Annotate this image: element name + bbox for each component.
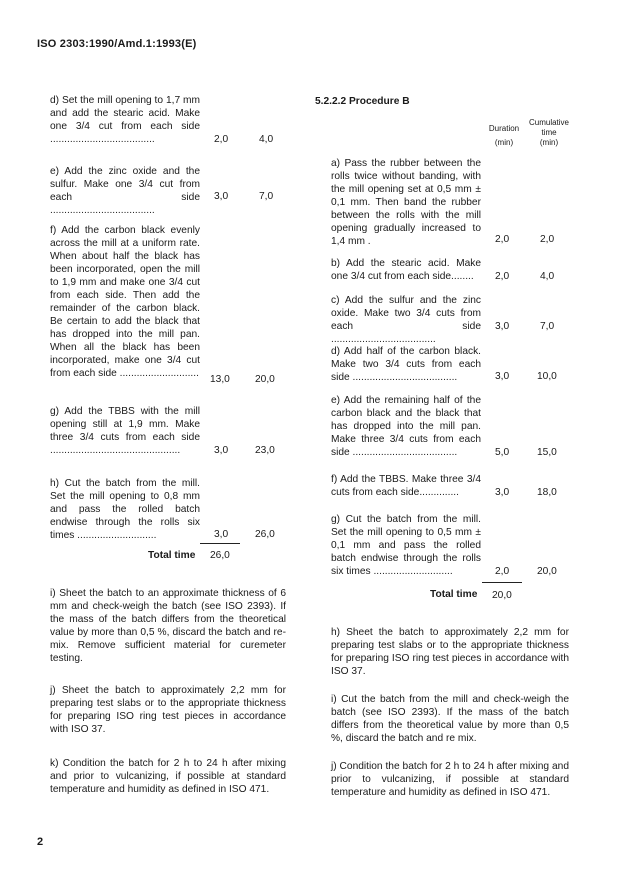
- right-step-e-text: e) Add the remaining half of the carbon black and the black that has dropped into the mill pan. Make three 3/4 cuts from each side .....................................: [331, 395, 481, 458]
- left-step-e-cumulative: 7,0: [259, 191, 274, 202]
- left-para-j: j) Sheet the batch to approximately 2,2 mm for preparing test slabs or to the appropriate thickness for preparing ISO ring test pieces in accordance with ISO 37.: [50, 685, 286, 735]
- right-total-rule: [482, 582, 522, 583]
- left-step-g-text: g) Add the TBBS with the mill opening still at 1,9 mm. Make three 3/4 cuts from each side ..............................................: [50, 406, 200, 456]
- right-step-f-cumulative: 18,0: [537, 487, 557, 498]
- right-total-value: 20,0: [492, 590, 512, 601]
- right-step-c-text: c) Add the sulfur and the zinc oxide. Make two 3/4 cuts from each side .....................................: [331, 295, 481, 345]
- left-step-f-cumulative: 20,0: [255, 374, 275, 385]
- right-step-b-text: b) Add the stearic acid. Make one 3/4 cut from each side........: [331, 258, 481, 282]
- left-step-e-text: e) Add the zinc oxide and the sulfur. Make one 3/4 cut from each side .....................................: [50, 166, 200, 216]
- left-step-d-text: d) Set the mill opening to 1,7 mm and add the stearic acid. Make one 3/4 cut from each side .....................................: [50, 95, 200, 145]
- right-step-d: [331, 345, 481, 384]
- left-para-k: k) Condition the batch for 2 h to 24 h after mixing and prior to vulcanizing, if possible at standard temperature and humidity as defined in ISO 471.: [50, 758, 286, 795]
- right-step-c-cumulative: 7,0: [540, 321, 555, 332]
- left-step-h-duration: 3,0: [214, 529, 229, 540]
- left-step-f: [50, 224, 200, 380]
- right-para-h: h) Sheet the batch to approximately 2,2 mm for preparing test slabs or to the appropriate thickness for preparing ISO ring test pieces in accordance with ISO 37.: [331, 627, 569, 677]
- right-step-g-text: g) Cut the batch from the mill. Set the mill opening to 0,5 mm ± 0,1 mm and pass the rolled batch endwise through the rolls six times ............................: [331, 514, 481, 577]
- right-step-g: [331, 513, 481, 578]
- left-step-f-text: f) Add the carbon black evenly across the mill at a uniform rate. When about half the black has been incorporated, open the mill to 1,9 mm and make one 3/4 cut from each side. Then add the remainder of the carbon black. Be certain to add the black that has dropped into the mill pan. When all the black has been incorporated, make one 3/4 cut from each side ............................: [50, 225, 200, 379]
- right-step-b-cumulative: 4,0: [540, 271, 555, 282]
- left-step-h-text: h) Cut the batch from the mill. Set the mill opening to 0,8 mm and pass the rolled batch endwise through the rolls six times ............................: [50, 478, 200, 541]
- left-step-h-cumulative: 26,0: [255, 529, 275, 540]
- duration-unit: (min): [494, 138, 514, 147]
- right-step-b-duration: 2,0: [495, 271, 510, 282]
- left-total-value: 26,0: [210, 550, 230, 561]
- left-total-label: Total time: [148, 550, 196, 561]
- document-header: ISO 2303:1990/Amd.1:1993(E): [37, 38, 197, 50]
- left-step-e: [50, 165, 200, 217]
- left-step-g: [50, 405, 200, 457]
- cumulative-header: Cumulative time: [528, 118, 569, 137]
- left-step-g-duration: 3,0: [214, 445, 229, 456]
- right-step-a-cumulative: 2,0: [540, 234, 555, 245]
- right-step-b: [331, 257, 481, 283]
- procedure-b-heading: 5.2.2.2 Procedure B: [315, 96, 410, 107]
- cumulative-unit: (min): [539, 138, 559, 147]
- right-para-j: j) Condition the batch for 2 h to 24 h after mixing and prior to vulcanizing, if possible at standard temperature and humidity as defined in ISO 471.: [331, 761, 569, 798]
- right-step-g-cumulative: 20,0: [537, 566, 557, 577]
- right-step-a-text: a) Pass the rubber between the rolls twice without banding, with the mill opening set at 0,5 mm ± 0,1 mm. Then band the rubber between the rolls with the mill opening gradually increased to 1,4 mm .: [331, 158, 481, 247]
- left-step-e-duration: 3,0: [214, 191, 229, 202]
- right-step-d-text: d) Add half of the carbon black. Make two 3/4 cuts from each side .....................................: [331, 346, 481, 383]
- right-step-f-text: f) Add the TBBS. Make three 3/4 cuts from each side..............: [331, 474, 481, 498]
- right-step-f-duration: 3,0: [495, 487, 510, 498]
- right-step-e-duration: 5,0: [495, 447, 510, 458]
- duration-header: Duration: [488, 124, 520, 133]
- right-step-g-duration: 2,0: [495, 566, 510, 577]
- left-step-d: [50, 94, 200, 146]
- left-step-h: [50, 477, 200, 542]
- right-step-c: [331, 294, 481, 346]
- right-step-a-duration: 2,0: [495, 234, 510, 245]
- right-step-e-cumulative: 15,0: [537, 447, 557, 458]
- left-step-d-duration: 2,0: [214, 134, 229, 145]
- left-total-rule: [200, 543, 240, 544]
- right-step-f: [331, 473, 481, 499]
- left-step-g-cumulative: 23,0: [255, 445, 275, 456]
- left-para-i: i) Sheet the batch to an approximate thickness of 6 mm and check-weigh the batch (see ISO 2393). If the mass of the batch differs from the theoretical value by more than 0,5 %, discard the batch and re-mix. Remove sufficient material for curemeter testing.: [50, 588, 286, 664]
- right-step-a: [331, 157, 481, 248]
- left-step-d-cumulative: 4,0: [259, 134, 274, 145]
- right-total-label: Total time: [430, 589, 478, 600]
- left-step-f-duration: 13,0: [210, 374, 230, 385]
- right-step-c-duration: 3,0: [495, 321, 510, 332]
- page-number: 2: [37, 836, 44, 848]
- right-step-d-duration: 3,0: [495, 371, 510, 382]
- right-step-d-cumulative: 10,0: [537, 371, 557, 382]
- right-para-i: i) Cut the batch from the mill and check-weigh the batch (see ISO 2393). If the mass of the batch differs from the theoretical value by more than 0,5 %, discard the batch and re mix.: [331, 694, 569, 744]
- right-step-e: [331, 394, 481, 459]
